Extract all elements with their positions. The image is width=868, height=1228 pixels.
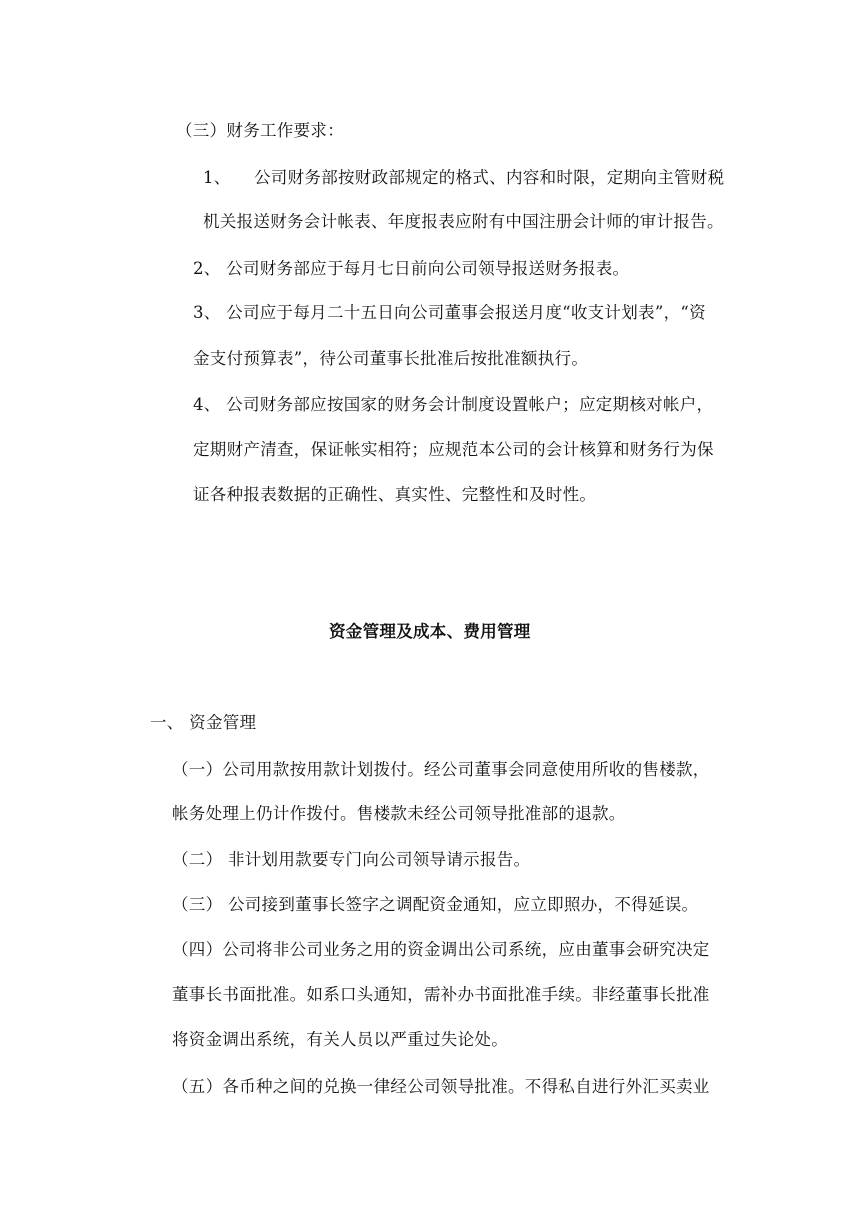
section-heading: （三）财务工作要求： (176, 121, 344, 140)
paragraph-line: （五）各币种之间的兑换一律经公司领导批准。不得私自进行外汇买卖业 (172, 1077, 710, 1096)
paragraph-line: （一）公司用款按用款计划拨付。经公司董事会同意使用所收的售楼款， (172, 760, 710, 779)
paragraph-line: 4、 公司财务部应按国家的财务会计制度设置帐户；应定期核对帐户， (193, 395, 714, 414)
paragraph-line: 机关报送财务会计帐表、年度报表应附有中国注册会计师的审计报告。 (203, 212, 724, 231)
paragraph-line: 公司财务部按财政部规定的格式、内容和时限，定期向主管财税 (254, 168, 725, 187)
paragraph-line: 金支付预算表”，待公司董事长批准后按批准额执行。 (193, 349, 589, 368)
paragraph-line: （二） 非计划用款要专门向公司领导请示报告。 (172, 850, 531, 869)
paragraph-line: （四）公司将非公司业务之用的资金调出公司系统，应由董事会研究决定 (172, 940, 710, 959)
chapter-title: 资金管理及成本、费用管理 (329, 622, 531, 641)
paragraph-line: 证各种报表数据的正确性、真实性、完整性和及时性。 (193, 485, 597, 504)
list-item-number: 1、 (203, 168, 231, 187)
paragraph-line: （三） 公司接到董事长签字之调配资金通知，应立即照办，不得延误。 (172, 895, 699, 914)
paragraph-line: 3、 公司应于每月二十五日向公司董事会报送月度“收支计划表”，“资 (193, 303, 706, 322)
paragraph-line: 将资金调出系统，有关人员以严重过失论处。 (172, 1030, 508, 1049)
paragraph-line: 2、 公司财务部应于每月七日前向公司领导报送财务报表。 (193, 259, 630, 278)
paragraph-line: 帐务处理上仍计作拨付。售楼款未经公司领导批准部的退款。 (172, 804, 626, 823)
part-heading: 一、 资金管理 (150, 713, 257, 732)
paragraph-line: 定期财产清查，保证帐实相符；应规范本公司的会计核算和财务行为保 (193, 440, 714, 459)
paragraph-line: 董事长书面批准。如系口头通知，需补办书面批准手续。非经董事长批准 (172, 985, 710, 1004)
